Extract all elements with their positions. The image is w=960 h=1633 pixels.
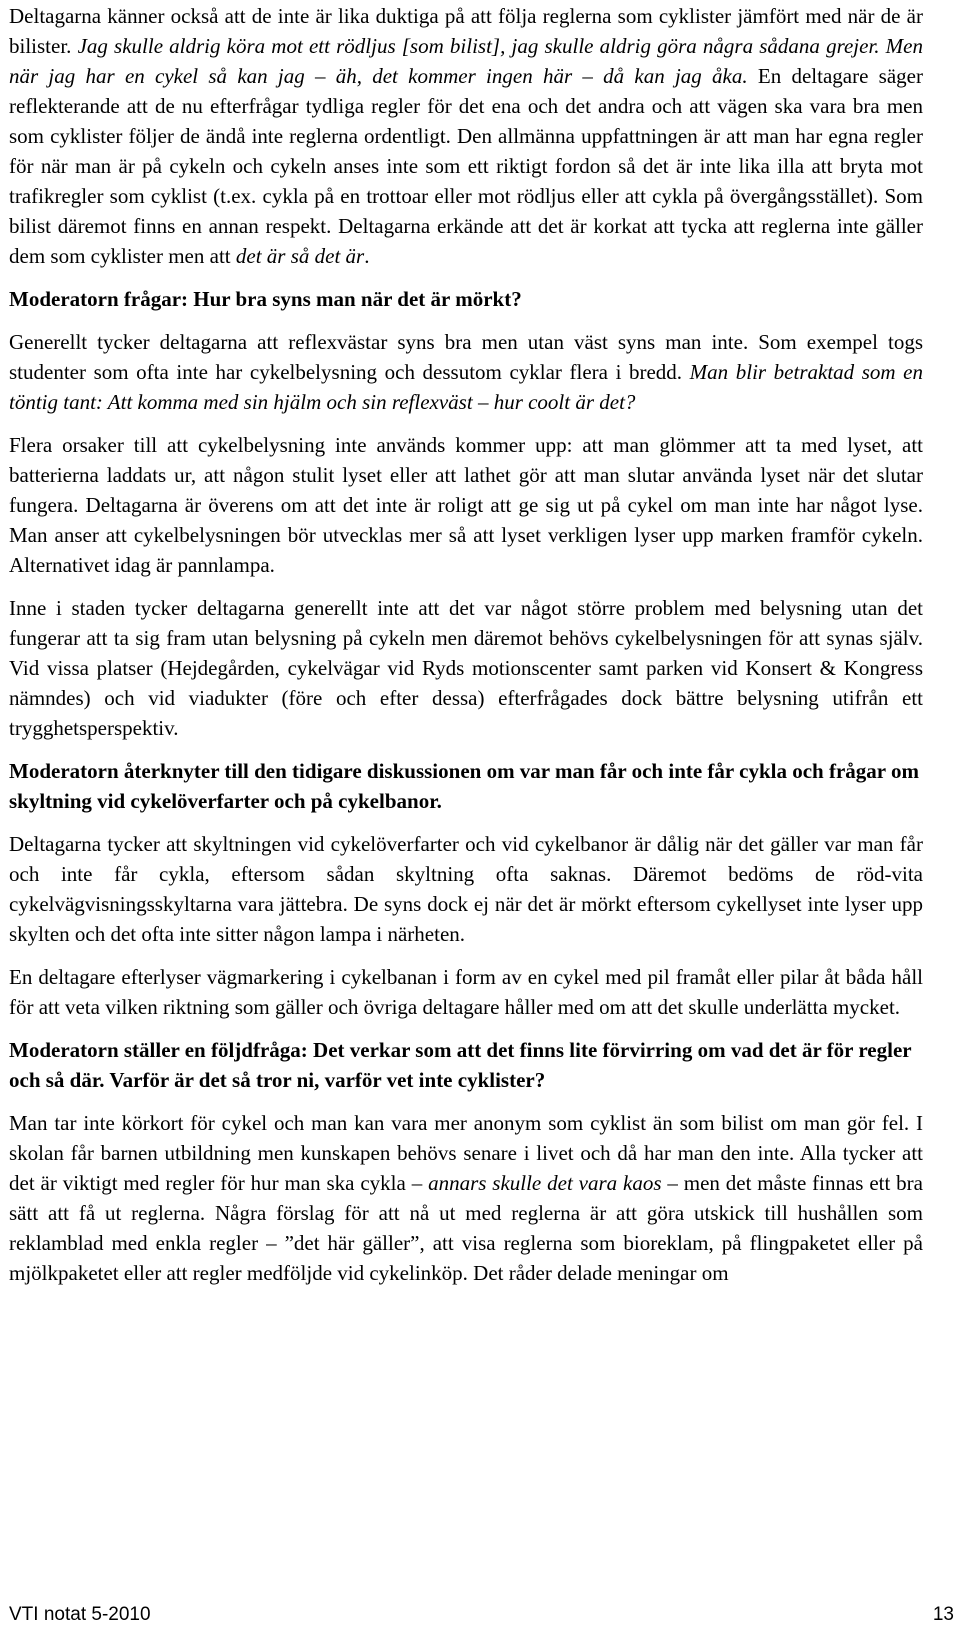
text-run: Generellt tycker deltagarna att reflexvästar syns bra men utan väst syns man inte. Som exempel togs studenter som ofta inte har cykelbelysning och dessutom cyklar flera i bredd. (9, 330, 923, 384)
italic-quote: annars skulle det vara kaos (428, 1171, 662, 1195)
text-run: – men det måste finnas ett bra sätt att få ut reglerna. Några förslag för att nå ut med reglerna är att göra utskick till hushållen som reklamblad med enkla regler – ”det här gäller”, att visa reglerna som bioreklam, på flingpaketet eller på mjölkpaketet eller att regler medföljde vid cykelinköp. Det råder delade meningar om (9, 1171, 923, 1285)
text-run: Deltagarna tycker att skyltningen vid cykelöverfarter och vid cykelbanor är dålig när det gäller var man får och inte får cykla, eftersom sådan skyltning ofta saknas. Däremot bedöms de röd-vita cykelvägvisningsskyltarna vara jättebra. De syns dock ej när det är mörkt eftersom cykellyset inte lyser upp skylten och det ofta inte sitter någon lampa i närheten. (9, 832, 923, 946)
footer-report-number: VTI notat 5-2010 (9, 1604, 151, 1625)
text-run: Moderatorn frågar: Hur bra syns man när det är mörkt? (9, 287, 522, 311)
text-run: Moderatorn ställer en följdfråga: Det verkar som att det finns lite förvirring om vad det är för regler och så där. Varför är det så tror ni, varför vet inte cyklister? (9, 1038, 912, 1092)
paragraph-6 (9, 962, 923, 1022)
text-run: Moderatorn återknyter till den tidigare diskussionen om var man får och inte får cykla och frågar om skyltning vid cykelöverfarter och på cykelbanor. (9, 759, 919, 813)
text-run: Inne i staden tycker deltagarna generellt inte att det var något större problem med belysning utan det fungerar att ta sig fram utan belysning på cykeln men däremot behövs cykelbelysningen för att synas själv. Vid vissa platser (Hejdegården, cykelvägar vid Ryds motionscenter samt parken vid Konsert & Kongress nämndes) och vid viadukter (före och efter dessa) efterfrågades dock bättre belysning utifrån ett trygghetsperspektiv. (9, 596, 923, 740)
italic-quote: Man blir betraktad som en töntig tant: Att komma med sin hjälm och sin reflexväst – hur coolt är det? (9, 360, 923, 414)
paragraph-4 (9, 593, 923, 743)
text-run: En deltagare efterlyser vägmarkering i cykelbanan i form av en cykel med pil framåt eller pilar åt båda håll för att veta vilken riktning som gäller och övriga deltagare håller med om att det skulle underlätta mycket. (9, 965, 923, 1019)
italic-quote: det är så det är (235, 244, 365, 268)
footer-page-number: 13 (932, 1604, 954, 1625)
paragraph-5 (9, 829, 923, 949)
text-run: . (364, 244, 370, 268)
text-run: Flera orsaker till att cykelbelysning inte används kommer upp: att man glömmer att ta med lyset, att batterierna laddats ur, att någon stulit lyset eller att lathet gör att man slutar använda lyset när det slutar fungera. Deltagarna är överens om att det inte är roligt att ge sig ut på cykel om man inte har något lyse. Man anser att cykelbelysningen bör utvecklas mer så att lyset verkligen lyser upp marken framför cykeln. Alternativet idag är pannlampa. (9, 433, 923, 577)
text-run: Man tar inte körkort för cykel och man kan vara mer anonym som cyklist än som bilist om man gör fel. I skolan får barnen utbildning men kunskapen behövs senare i livet och då har man den inte. Alla tycker att det är viktigt med regler för hur man ska cykla – (9, 1111, 923, 1195)
italic-quote: Jag skulle aldrig köra mot ett rödljus [som bilist], jag skulle aldrig göra några sådana grejer. Men när jag har en cykel så kan jag – äh, det kommer ingen här – då kan jag åka. (9, 34, 923, 88)
paragraph-7 (9, 1108, 923, 1288)
body-text (9, 0, 923, 1301)
paragraph-1 (9, 1, 923, 271)
moderator-question-2 (9, 756, 923, 816)
paragraph-2 (9, 327, 923, 417)
paragraph-3 (9, 430, 923, 580)
text-run: En deltagare säger reflekterande att de nu efterfrågar tydliga regler för det ena och det andra och att vägen ska vara bra men som cyklister följer de ändå inte reglerna ordentligt. Den allmänna uppfattningen är att man har egna regler för när man är på cykeln och cykeln anses inte som ett riktigt fordon så det är inte lika illa att bryta mot trafikregler som cyklist (t.ex. cykla på en trottoar eller mot rödljus eller att cykla på övergångsstället). Som bilist däremot finns en annan respekt. Deltagarna erkände att det är korkat att tycka att reglerna inte gäller dem som cyklister men att (9, 64, 923, 268)
text-run: Deltagarna känner också att de inte är lika duktiga på att följa reglerna som cyklister jämfört med när de är bilister. (9, 4, 923, 58)
moderator-question-1 (9, 284, 923, 314)
moderator-question-3 (9, 1035, 923, 1095)
